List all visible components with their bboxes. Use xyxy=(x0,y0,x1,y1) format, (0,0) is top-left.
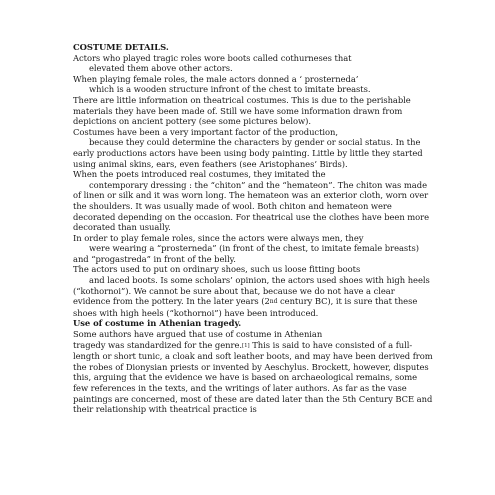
paragraph-line: When the poets introduced real costumes, they imitated the xyxy=(73,169,326,180)
paragraph-line: Some authors have argued that use of costume in Athenian xyxy=(73,329,323,340)
paragraph-costume-importance xyxy=(73,127,433,169)
paragraph-text-part: tragedy was standardized for the genre. xyxy=(73,339,242,350)
document-page xyxy=(73,42,433,415)
paragraph-shoes xyxy=(73,264,433,318)
paragraph-cothurneses xyxy=(73,53,433,74)
section-heading-costume-details: COSTUME DETAILS. xyxy=(73,42,169,52)
paragraph-female-roles xyxy=(73,74,433,95)
paragraph-line: When playing female roles, the male actors donned a ‘ prosterneda’ xyxy=(73,73,359,84)
paragraph-text: contemporary dressing : the “chiton” and the “hemateon”. The chiton was made of linen or silk and it was worn long. The hemateon was an exterior cloth, worn over the shoulders. It was usually made of wool. Both chiton and hemateon were decorated depending on the occasion. For theatrical use the clothes have been more decorated than usually. xyxy=(73,179,430,233)
paragraph-little-information: There are little information on theatrical costumes. This is due to the perishable materials they have been made of. Still we have some information drawn from depictions on ancient pottery (see some pictures below). xyxy=(73,94,411,127)
paragraph-line: Actors who played tragic roles wore boots called cothurneses that xyxy=(73,52,352,63)
paragraph-text: which is a wooden structure infront of the chest to imitate breasts. xyxy=(89,84,371,95)
paragraph-line: Costumes have been a very important factor of the production, xyxy=(73,126,338,137)
superscript-ordinal: nd xyxy=(269,298,278,306)
paragraph-text-part: century BC), it is sure that these shoes with high heels (“kothornoi”) have been introduced. xyxy=(73,296,418,318)
paragraph-standardized-costume xyxy=(73,329,433,415)
paragraph-text: because they could determine the characters by gender or social status. In the early productions actors have been using body painting. Little by little they started using animal skins, ears, even feathers (see Aristophanes’ Birds). xyxy=(73,137,423,169)
paragraph-text-part: This is said to have consisted of a full-length or short tunic, a cloak and soft leather boots, and may have been derived from the robes of Dionysian priests or invented by Aeschylus. Brockett, however, disputes this, arguing that the evidence we have is based on archaeological remains, some few references in the texts, and the writings of later authors. As far as the vase paintings are concerned, most of these are dated later than the 5th Century BCE and their relationship with theatrical practice is xyxy=(73,339,433,415)
paragraph-real-costumes xyxy=(73,169,433,233)
paragraph-text: were wearing a “prosterneda” (in front of the chest, to imitate female breasts) and “progastreda” in front of the belly. xyxy=(73,243,419,264)
section-heading-athenian-tragedy: Use of costume in Athenian tragedy. xyxy=(73,318,242,329)
paragraph-text xyxy=(73,275,430,318)
paragraph-prosterneda xyxy=(73,233,433,265)
paragraph-text-part: and laced boots. Is some scholars’ opinion, the actors used shoes with high heels (“kothornoi”). We cannot be sure about that, because we do not have a clear evidence from the pottery. In the later years (2 xyxy=(73,275,430,307)
paragraph-line: The actors used to put on ordinary shoes, such us loose fitting boots xyxy=(73,264,361,275)
footnote-reference[interactable]: [1] xyxy=(241,342,250,349)
paragraph-text: elevated them above other actors. xyxy=(89,63,233,74)
paragraph-line: In order to play female roles, since the actors were always men, they xyxy=(73,232,364,243)
